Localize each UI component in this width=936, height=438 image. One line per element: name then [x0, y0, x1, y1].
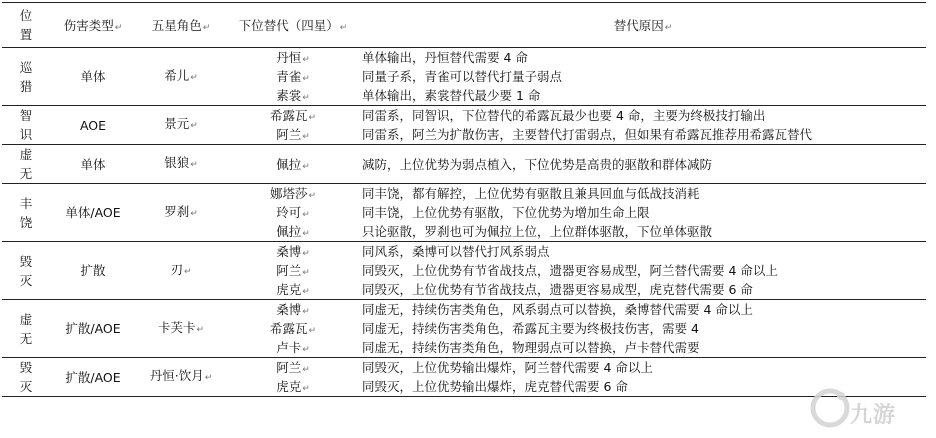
four-star-name: 桑博↵ [276, 244, 310, 259]
four-star-list [228, 242, 358, 299]
table-row [2, 106, 926, 145]
paragraph-mark: ↵ [302, 93, 310, 103]
paragraph-mark: ↵ [190, 72, 198, 83]
damage-type-text: 扩散/AOE [65, 321, 121, 336]
four-star-name: 青雀↵ [276, 69, 310, 84]
four-star-name: 桑博↵ [276, 302, 310, 317]
cell-five-star [136, 358, 226, 397]
cell-reason [360, 300, 926, 358]
paragraph-mark: ↵ [204, 373, 213, 383]
reason-list [362, 300, 924, 357]
cell-damage-type [50, 145, 136, 184]
paragraph-mark: ↵ [302, 345, 310, 355]
cell-four-star [226, 184, 360, 242]
cell-reason [360, 184, 926, 242]
cell-five-star [136, 300, 226, 358]
header-reason: 替代原因↵ [360, 3, 926, 48]
four-star-name: 丹恒↵ [276, 50, 310, 65]
cell-position [2, 300, 50, 358]
paragraph-mark: ↵ [302, 249, 310, 259]
reason-line: 同毁灭，上位优势输出爆炸，虎克替代需要 6 命 [362, 379, 628, 394]
reason-list [362, 155, 924, 174]
table-body [2, 48, 926, 397]
cell-damage-type [50, 358, 136, 397]
damage-type-text: 单体 [80, 69, 106, 84]
reason-line: 单体输出，素裳替代最少要 1 命 [362, 88, 541, 103]
four-star-list [228, 106, 358, 144]
paragraph-mark: ↵ [302, 287, 310, 297]
reason-line: 同雷系，同智识，下位替代的希露瓦最少也要 4 命，主要为终极技打输出 [362, 108, 766, 123]
four-star-name: 希露瓦↵ [269, 108, 317, 123]
paragraph-mark: ↵ [302, 229, 310, 239]
four-star-name: 阿兰↵ [276, 263, 310, 278]
five-star-name: 希儿↵ [164, 67, 198, 83]
cell-position [2, 145, 50, 184]
cell-reason [360, 145, 926, 184]
reason-list [362, 242, 924, 299]
four-star-list [228, 48, 358, 105]
reason-line: 同丰饶，上位优势有驱散，下位优势为增加生命上限 [362, 205, 650, 220]
five-star-name: 景元↵ [164, 116, 198, 131]
four-star-name: 卢卡↵ [276, 340, 310, 355]
reason-line: 同毁灭，上位优势输出爆炸，阿兰替代需要 4 命以上 [362, 360, 653, 375]
header-position: 位置 [2, 3, 50, 48]
reason-line: 单体输出，丹恒替代需要 4 命 [362, 50, 528, 65]
cell-reason [360, 358, 926, 397]
cell-damage-type [50, 300, 136, 358]
four-star-name: 虎克↵ [276, 282, 310, 297]
cell-position [2, 242, 50, 300]
cell-position [2, 48, 50, 106]
four-star-name: 虎克↵ [276, 379, 310, 394]
reason-line: 同雷系，阿兰为扩散伤害，主要替代打雷弱点，但如果有希露瓦推荐用希露瓦替代 [362, 127, 813, 142]
paragraph-mark: ↵ [302, 132, 310, 142]
four-star-name: 娜塔莎↵ [269, 186, 317, 201]
four-star-list [228, 184, 358, 241]
damage-type-text: AOE [79, 117, 107, 133]
damage-type-text: 单体 [80, 156, 106, 172]
reason-line: 同虚无，持续伤害类角色，希露瓦主要为终极技伤害，需要 4 [362, 321, 699, 336]
cell-damage-type [50, 48, 136, 106]
paragraph-mark: ↵ [302, 307, 310, 317]
four-star-name: 玲可↵ [276, 205, 310, 220]
replacement-table [2, 2, 926, 397]
reason-list [362, 48, 924, 105]
paragraph-mark: ↵ [196, 324, 205, 335]
reason-list [362, 106, 924, 144]
paragraph-mark: ↵ [190, 208, 198, 219]
reason-line: 同量子系，青雀可以替代打量子弱点 [362, 69, 563, 84]
reason-list [362, 358, 924, 396]
cell-four-star [226, 242, 360, 300]
reason-line: 同毁灭，上位优势有节省战技点，遗器更容易成型，虎克替代需要 6 命 [362, 282, 753, 297]
cell-four-star [226, 358, 360, 397]
cell-four-star [226, 145, 360, 184]
four-star-name: 素裳↵ [276, 88, 310, 103]
table-row [2, 242, 926, 300]
four-star-list [228, 358, 358, 396]
watermark-text: 九游 [850, 403, 897, 428]
cell-reason [360, 242, 926, 300]
reason-line: 只论驱散，罗刹也可为佩拉上位，上位群体驱散，下位单体驱散 [362, 224, 713, 239]
position-text: 巡猎 [19, 59, 33, 94]
paragraph-mark: ↵ [308, 326, 317, 336]
five-star-name: 罗刹↵ [164, 203, 198, 219]
cell-position [2, 184, 50, 242]
position-text: 毁灭 [19, 253, 33, 288]
table-row [2, 184, 926, 242]
four-star-name: 希露瓦↵ [269, 321, 317, 336]
damage-type-text: 扩散/AOE [65, 369, 121, 385]
damage-type-text: 扩散 [80, 263, 106, 278]
header-row [2, 3, 926, 48]
cell-position [2, 358, 50, 397]
position-text: 毁灭 [19, 360, 33, 394]
table-row [2, 48, 926, 106]
paragraph-mark: ↵ [302, 365, 310, 375]
cell-five-star [136, 184, 226, 242]
five-star-name: 卡芙卡↵ [157, 319, 205, 335]
header-five-star: 五星角色↵ [136, 3, 226, 48]
five-star-name: 刃↵ [170, 261, 192, 277]
reason-line: 减防，上位优势为弱点植入，下位优势是高贵的驱散和群体减防 [362, 156, 713, 172]
table-row [2, 300, 926, 358]
four-star-name: 阿兰↵ [276, 360, 310, 375]
paragraph-mark: ↵ [302, 161, 310, 172]
paragraph-mark: ↵ [308, 113, 317, 123]
cell-damage-type [50, 106, 136, 145]
reason-line: 同虚无，持续伤害类角色，物理弱点可以替换，卢卡替代需要 [362, 340, 700, 355]
paragraph-mark: ↵ [302, 384, 310, 394]
cell-four-star [226, 300, 360, 358]
paragraph-mark: ↵ [190, 121, 198, 131]
five-star-name: 丹恒·饮月↵ [149, 368, 213, 383]
four-star-name: 佩拉↵ [276, 224, 310, 239]
table-row [2, 145, 926, 184]
five-star-name: 银狼↵ [164, 155, 198, 170]
cell-damage-type [50, 184, 136, 242]
paragraph-mark: ↵ [308, 191, 317, 201]
cell-five-star [136, 48, 226, 106]
cell-damage-type [50, 242, 136, 300]
paragraph-mark: ↵ [183, 266, 192, 277]
position-text: 丰饶 [19, 195, 33, 230]
paragraph-mark: ↵ [302, 74, 310, 84]
damage-type-text: 单体/AOE [65, 205, 121, 220]
cell-position [2, 106, 50, 145]
paragraph-mark: ↵ [302, 210, 310, 220]
four-star-list [228, 300, 358, 357]
position-text: 智识 [19, 108, 33, 142]
cell-reason [360, 48, 926, 106]
paragraph-mark: ↵ [302, 268, 310, 278]
table-row [2, 358, 926, 397]
header-damage-type: 伤害类型↵ [50, 3, 136, 48]
four-star-list [228, 155, 358, 174]
paragraph-mark: ↵ [190, 160, 198, 170]
position-text: 虚无 [19, 311, 33, 346]
four-star-name: 佩拉↵ [276, 156, 310, 172]
paragraph-mark: ↵ [302, 55, 310, 65]
position-text: 虚无 [19, 147, 33, 181]
header-four-star: 下位替代（四星）↵ [226, 3, 360, 48]
reason-list [362, 184, 924, 241]
reason-line: 同虚无，持续伤害类角色，风系弱点可以替换，桑博替代需要 4 命以上 [362, 302, 753, 317]
cell-four-star [226, 106, 360, 145]
cell-five-star [136, 145, 226, 184]
cell-five-star [136, 106, 226, 145]
cell-reason [360, 106, 926, 145]
four-star-name: 阿兰↵ [276, 127, 310, 142]
cell-five-star [136, 242, 226, 300]
cell-four-star [226, 48, 360, 106]
reason-line: 同风系，桑博可以替代打风系弱点 [362, 244, 550, 259]
reason-line: 同毁灭，上位优势有节省战技点，遗器更容易成型，阿兰替代需要 4 命以上 [362, 263, 778, 278]
reason-line: 同丰饶，都有解控，上位优势有驱散且兼具回血与低战技消耗 [362, 186, 700, 201]
